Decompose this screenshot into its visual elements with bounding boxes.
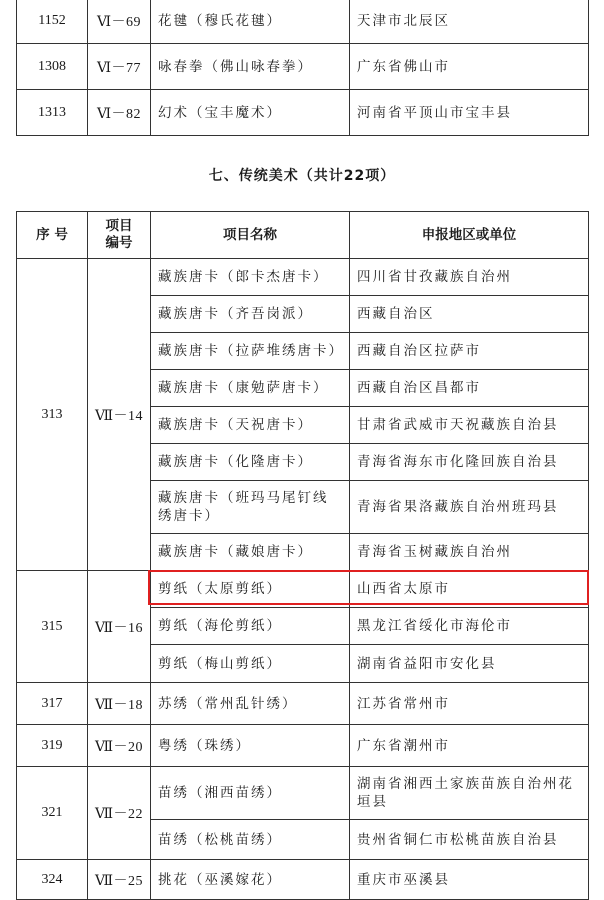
table-row [17,767,589,820]
item-name-cell: 苗绣（湘西苗绣） [151,767,350,820]
seq-cell: 324 [17,860,88,900]
seq-cell: 313 [17,259,88,571]
table-row [17,44,589,90]
item-name-cell: 藏族唐卡（藏娘唐卡） [151,534,350,571]
item-name-cell: 藏族唐卡（天祝唐卡） [151,407,350,444]
region-cell: 青海省海东市化隆回族自治县 [350,444,589,481]
region-cell: 西藏自治区拉萨市 [350,333,589,370]
item-name-cell: 藏族唐卡（班玛马尾钉线绣唐卡） [151,481,350,534]
section-title: 七、传统美术（共计22项） [208,168,396,184]
item-name-cell: 藏族唐卡（拉萨堆绣唐卡） [151,333,350,370]
region-cell: 江苏省常州市 [350,683,589,725]
item-name-cell: 剪纸（太原剪纸） [151,571,350,608]
region-cell: 湖南省益阳市安化县 [350,645,589,683]
code-cell: Ⅶ－20 [88,725,151,767]
item-name-cell: 藏族唐卡（化隆唐卡） [151,444,350,481]
header-code [88,212,151,259]
item-name-cell: 幻术（宝丰魔术） [151,90,350,136]
seq-cell: 321 [17,767,88,860]
region-cell: 黑龙江省绥化市海伦市 [350,608,589,645]
table-row [17,571,589,608]
seq-cell: 1313 [17,90,88,136]
item-name-cell: 粤绣（珠绣） [151,725,350,767]
code-cell: Ⅶ－25 [88,860,151,900]
region-cell: 河南省平顶山市宝丰县 [350,90,589,136]
region-cell: 四川省甘孜藏族自治州 [350,259,589,296]
item-name-cell: 挑花（巫溪嫁花） [151,860,350,900]
table-row [17,725,589,767]
seq-cell: 1308 [17,44,88,90]
region-cell: 西藏自治区 [350,296,589,333]
table-row [17,259,589,296]
header-code-text: 项目编号 [105,218,133,251]
region-cell: 青海省玉树藏族自治州 [350,534,589,571]
item-name-cell: 咏春拳（佛山咏春拳） [151,44,350,90]
item-name-cell: 剪纸（海伦剪纸） [151,608,350,645]
code-cell: Ⅶ－16 [88,571,151,683]
item-name-cell: 藏族唐卡（康勉萨唐卡） [151,370,350,407]
region-cell: 甘肃省武威市天祝藏族自治县 [350,407,589,444]
seq-cell: 319 [17,725,88,767]
seq-cell: 1152 [17,0,88,44]
region-cell: 贵州省铜仁市松桃苗族自治县 [350,820,589,860]
region-cell: 湖南省湘西土家族苗族自治州花垣县 [350,767,589,820]
header-name: 项目名称 [151,212,350,259]
item-name-cell: 苗绣（松桃苗绣） [151,820,350,860]
region-cell: 广东省佛山市 [350,44,589,90]
item-name-cell: 花毽（穆氏花毽） [151,0,350,44]
code-cell: Ⅶ－22 [88,767,151,860]
region-cell: 重庆市巫溪县 [350,860,589,900]
table-row [17,0,589,44]
continuation-table [16,0,589,136]
item-name-cell: 藏族唐卡（齐吾岗派） [151,296,350,333]
region-cell: 广东省潮州市 [350,725,589,767]
table-row [17,683,589,725]
header-region: 申报地区或单位 [350,212,589,259]
item-name-cell: 藏族唐卡（郎卡杰唐卡） [151,259,350,296]
region-cell: 天津市北辰区 [350,0,589,44]
seq-cell: 315 [17,571,88,683]
region-cell: 西藏自治区昌都市 [350,370,589,407]
table-header-row [17,212,589,259]
item-name-cell: 苏绣（常州乱针绣） [151,683,350,725]
code-cell: Ⅵ－82 [88,90,151,136]
table-row [17,90,589,136]
code-cell: Ⅶ－14 [88,259,151,571]
region-cell: 青海省果洛藏族自治州班玛县 [350,481,589,534]
traditional-art-table [16,211,589,900]
header-seq: 序 号 [17,212,88,259]
seq-cell: 317 [17,683,88,725]
code-cell: Ⅶ－18 [88,683,151,725]
item-name-cell: 剪纸（梅山剪纸） [151,645,350,683]
code-cell: Ⅵ－69 [88,0,151,44]
code-cell: Ⅵ－77 [88,44,151,90]
region-cell: 山西省太原市 [350,571,589,608]
